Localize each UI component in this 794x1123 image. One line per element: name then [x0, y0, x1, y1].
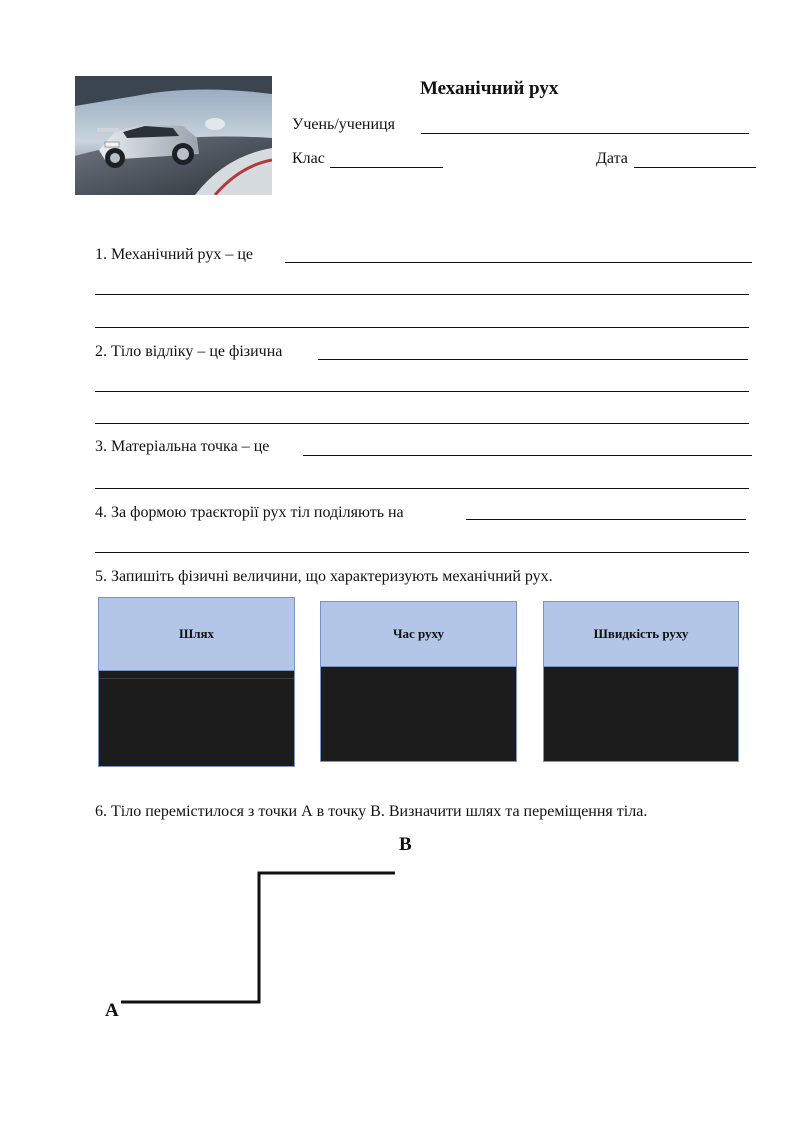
question-1: 1. Механічний рух – це	[95, 246, 253, 263]
sports-car-photo	[75, 76, 272, 195]
quantity-box-path[interactable]	[98, 597, 295, 767]
question-4: 4. За формою траєкторії рух тіл поділяють на	[95, 504, 404, 521]
question-5: 5. Запишіть фізичні величини, що характеризують механічний рух.	[95, 568, 553, 585]
answer-line[interactable]	[466, 519, 746, 520]
page-title: Механічний рух	[420, 78, 559, 99]
quantity-box-time[interactable]	[320, 601, 517, 762]
student-name-line[interactable]	[421, 133, 749, 134]
point-a-label: А	[105, 1000, 119, 1021]
date-label: Дата	[596, 150, 628, 167]
student-label: Учень/учениця	[292, 116, 395, 133]
answer-line[interactable]	[95, 391, 749, 392]
answer-line[interactable]	[95, 552, 749, 553]
answer-line[interactable]	[285, 262, 752, 263]
answer-line[interactable]	[95, 423, 749, 424]
box-header: Час руху	[321, 602, 516, 667]
answer-line[interactable]	[95, 327, 749, 328]
date-line[interactable]	[634, 167, 756, 168]
class-line[interactable]	[330, 167, 443, 168]
trajectory-path	[121, 873, 395, 1002]
divider	[99, 678, 294, 679]
answer-line[interactable]	[95, 488, 749, 489]
answer-line[interactable]	[303, 455, 752, 456]
class-label: Клас	[292, 150, 325, 167]
question-3: 3. Матеріальна точка – це	[95, 438, 270, 455]
box-header: Швидкість руху	[544, 602, 738, 667]
point-b-label: В	[399, 834, 412, 855]
quantity-box-speed[interactable]	[543, 601, 739, 762]
answer-line[interactable]	[318, 359, 748, 360]
question-2: 2. Тіло відліку – це фізична	[95, 343, 283, 360]
box-header: Шлях	[99, 598, 294, 671]
question-6: 6. Тіло перемістилося з точки А в точку В. Визначити шлях та переміщення тіла.	[95, 803, 648, 820]
answer-line[interactable]	[95, 294, 749, 295]
